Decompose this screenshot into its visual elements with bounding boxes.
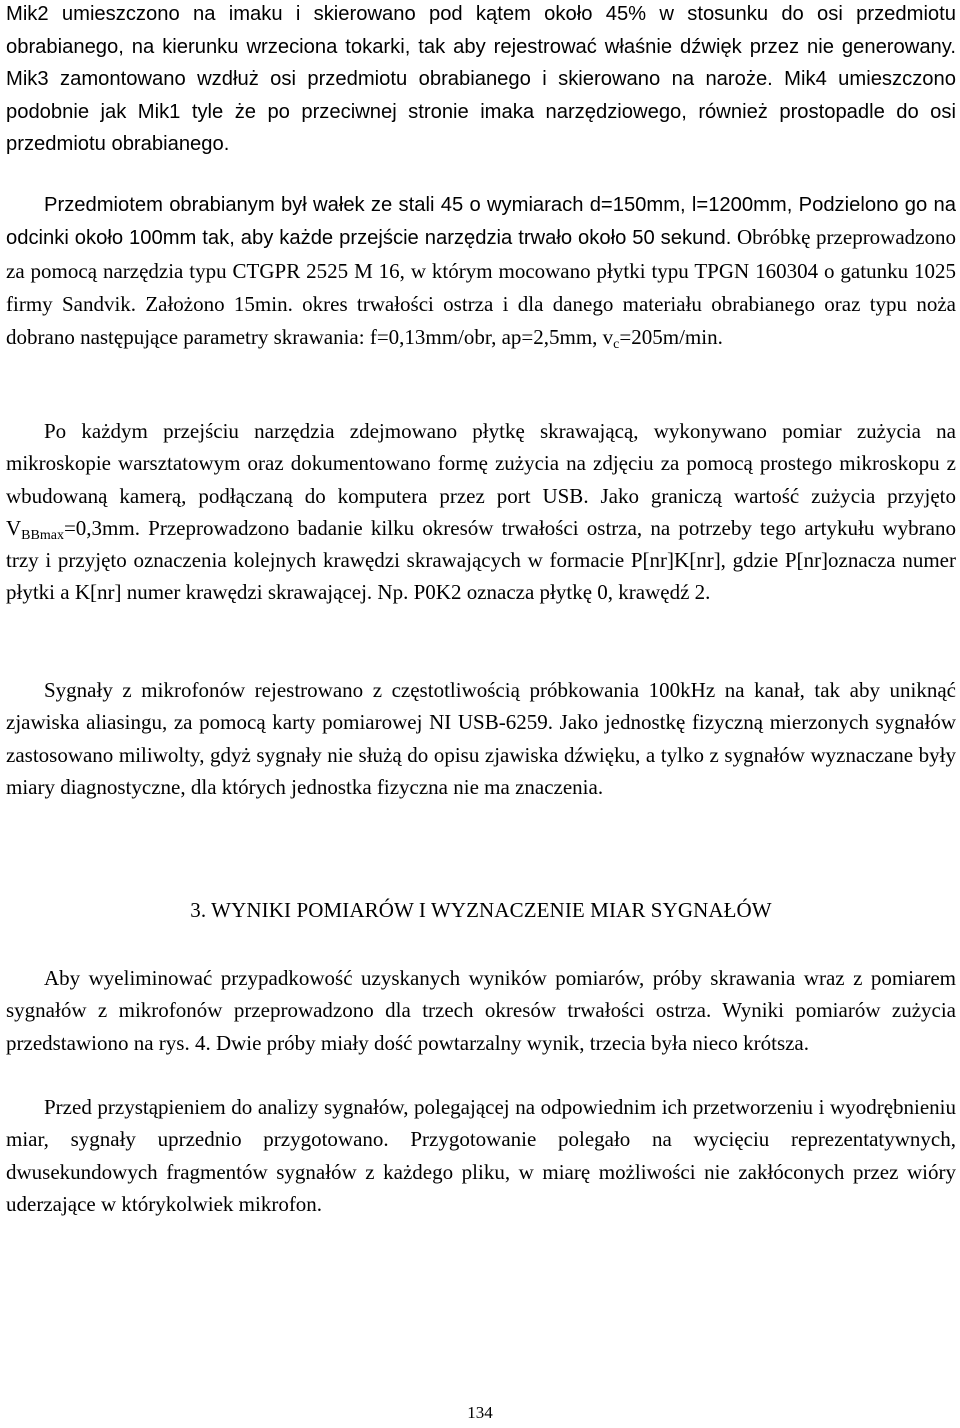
- subscript: c: [613, 337, 620, 353]
- paragraph-microphone-placement: [6, 0, 956, 161]
- paragraph-text: Przedmiotem obrabianym był wałek ze stali 45 o wymiarach d=150mm, l=1200mm, Podzielono go na odcinki około 100mm tak, aby każde przejście narzędzia trwało około 50 sekund.: [6, 194, 956, 250]
- paragraph-workpiece: [6, 189, 956, 354]
- paragraph-text: Sygnały z mikrofonów rejestrowano z częstotliwością próbkowania 100kHz na kanał, tak aby uniknąć zjawiska aliasingu, za pomocą karty pomiarowej NI USB-6259. Jako jednostkę fizyczną mierzonych sygnałów zastosowano miliwolty, gdyż sygnały nie służą do opisu zjawiska dźwięku, a tylko z sygnałów wyznaczane były miary diagnostyczne, dla których jednostka fizyczna nie ma znaczenia.: [6, 678, 956, 799]
- section-heading: 3. WYNIKI POMIARÓW I WYZNACZENIE MIAR SYGNAŁÓW: [190, 898, 772, 922]
- paragraph-results: [6, 962, 956, 1059]
- paragraph-text: Aby wyeliminować przypadkowość uzyskanych wyników pomiarów, próby skrawania wraz z pomiarem sygnałów z mikrofonów przeprowadzono dla trzech okresów trwałości ostrza. Wyniki pomiarów zużycia przedstawiono na rys. 4. Dwie próby miały dość powtarzalny wynik, trzecia była nieco krótsza.: [6, 966, 956, 1055]
- page-number: 134: [467, 1403, 493, 1422]
- subscript: BBmax: [21, 527, 64, 543]
- paragraph-wear-measurement: [6, 415, 956, 609]
- paragraph-text: Obróbkę przeprowadzono za pomocą narzędzia typu CTGPR 2525 M 16, w którym mocowano płytki typu TPGN 160304 o gatunku 1025 firmy Sandvik. Założono 15min. okres trwałości ostrza i dla danego materiału obrabianego oraz typu noża dobrano następujące parametry skrawania: f=0,13mm/obr, ap=2,5mm, v: [6, 225, 956, 350]
- paragraph-text: =205m/min.: [619, 325, 723, 350]
- paragraph-text: Po każdym przejściu narzędzia zdejmowano płytkę skrawającą, wykonywano pomiar zużycia na mikroskopie warsztatowym oraz dokumentowano formę zużycia na zdjęciu za pomocą prostego mikroskopu z wbudowaną kamerą, podłączaną do komputera przez port USB. Jako graniczą wartość zużycia przyjęto V: [6, 419, 956, 540]
- paragraph-signal-preparation: [6, 1091, 956, 1220]
- paragraph-text: Mik2 umieszczono na imaku i skierowano pod kątem około 45% w stosunku do osi przedmiotu obrabianego, na kierunku wrzeciona tokarki, tak aby rejestrować właśnie dźwięk przez nie generowany. Mik3 zamontowano wzdłuż osi przedmiotu obrabianego i skierowano na naroże. Mik4 umieszczono podobnie jak Mik1 tyle że po przeciwnej stronie imaka narzędziowego, również prostopadle do osi przedmiotu obrabianego.: [6, 3, 956, 156]
- paragraph-text: =0,3mm. Przeprowadzono badanie kilku okresów trwałości ostrza, na potrzeby tego artykułu wybrano trzy i przyjęto oznaczenia kolejnych krawędzi skrawających w formacie P[nr]K[nr], gdzie P[nr]oznacza numer płytki a K[nr] numer krawędzi skrawającej. Np. P0K2 oznacza płytkę 0, krawędź 2.: [6, 515, 956, 605]
- paragraph-signal-recording: [6, 674, 956, 803]
- paragraph-text: Przed przystąpieniem do analizy sygnałów, polegającej na odpowiednim ich przetworzeniu i wyodrębnieniu miar, sygnały uprzednio przygotowano. Przygotowanie polegało na wycięciu reprezentatywnych, dwusekundowych fragmentów sygnałów z każdego pliku, w miarę możliwości nie zakłóconych przez wióry uderzające w którykolwiek mikrofon.: [6, 1095, 956, 1216]
